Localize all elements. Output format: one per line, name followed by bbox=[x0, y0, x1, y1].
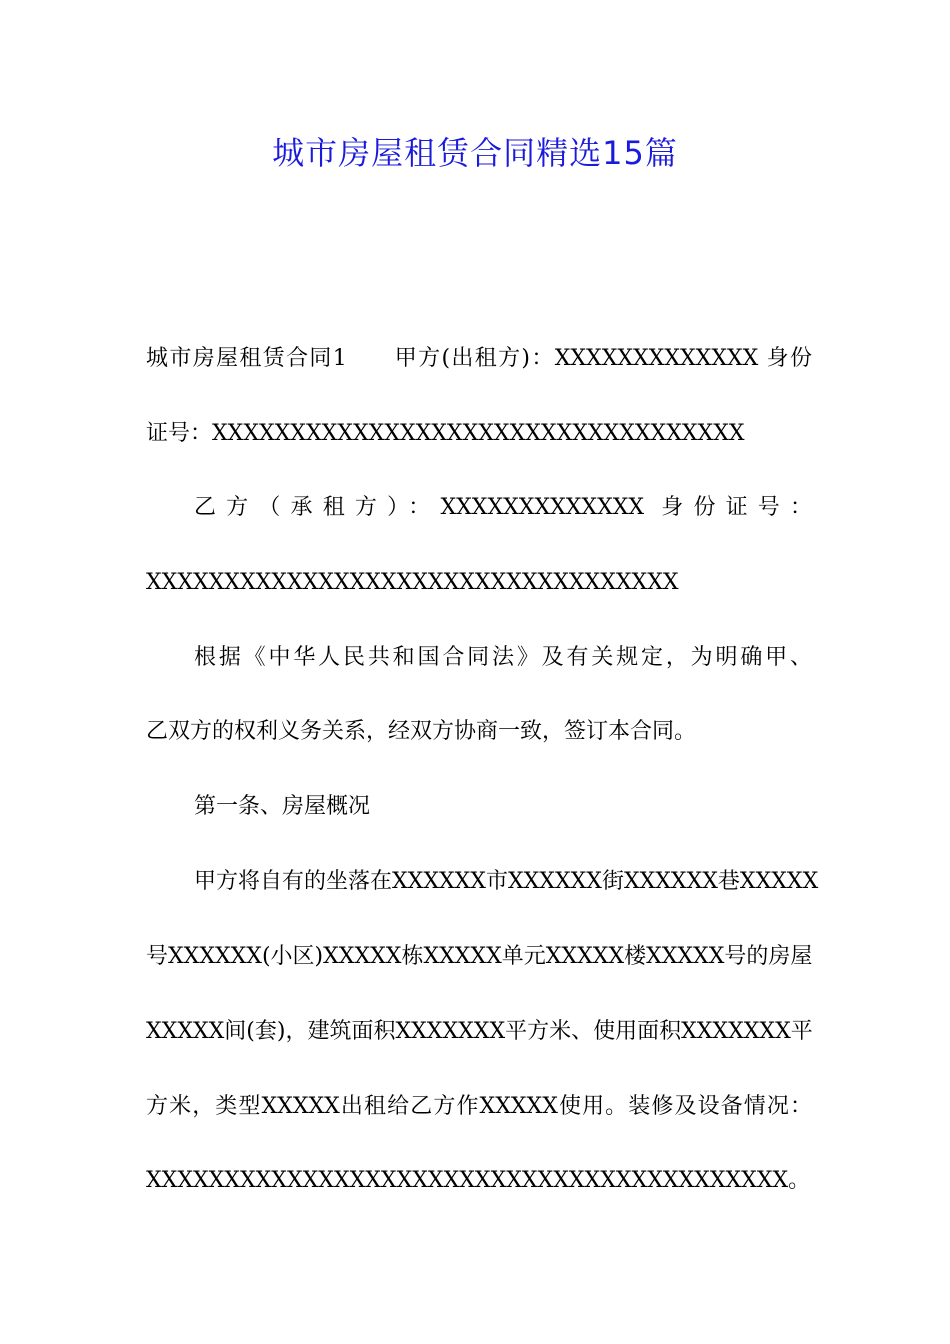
paragraph-line-2: 证号：XXXXXXXXXXXXXXXXXXXXXXXXXXXXXXXXXX bbox=[146, 421, 745, 446]
paragraph-line-10: XXXXX间(套)，建筑面积XXXXXXX平方米、使用面积XXXXXXX平 bbox=[146, 1019, 813, 1044]
paragraph-line-1: 城市房屋租赁合同1 甲方(出租方)：XXXXXXXXXXXXX 身份 bbox=[146, 346, 812, 371]
paragraph-line-12: XXXXXXXXXXXXXXXXXXXXXXXXXXXXXXXXXXXXXXXXX。 bbox=[146, 1168, 811, 1193]
document-title: 城市房屋租赁合同精选15篇 bbox=[272, 134, 678, 172]
paragraph-line-5: 根据《中华人民共和国合同法》及有关规定，为明确甲、 bbox=[194, 645, 812, 670]
section-heading: 第一条、房屋概况 bbox=[194, 794, 371, 819]
paragraph-line-3: 乙方（承租方）：XXXXXXXXXXXXX 身份证号： bbox=[194, 495, 812, 520]
paragraph-line-11: 方米，类型XXXXX出租给乙方作XXXXX使用。装修及设备情况： bbox=[146, 1094, 812, 1119]
paragraph-line-9: 号XXXXXX(小区)XXXXX栋XXXXX单元XXXXX楼XXXXX号的房屋 bbox=[146, 944, 813, 969]
paragraph-line-6: 乙双方的权利义务关系，经双方协商一致，签订本合同。 bbox=[146, 719, 697, 744]
paragraph-line-4: XXXXXXXXXXXXXXXXXXXXXXXXXXXXXXXXXX bbox=[146, 570, 679, 595]
paragraph-line-8: 甲方将自有的坐落在XXXXXX市XXXXXX街XXXXXX巷XXXXX bbox=[194, 869, 819, 894]
